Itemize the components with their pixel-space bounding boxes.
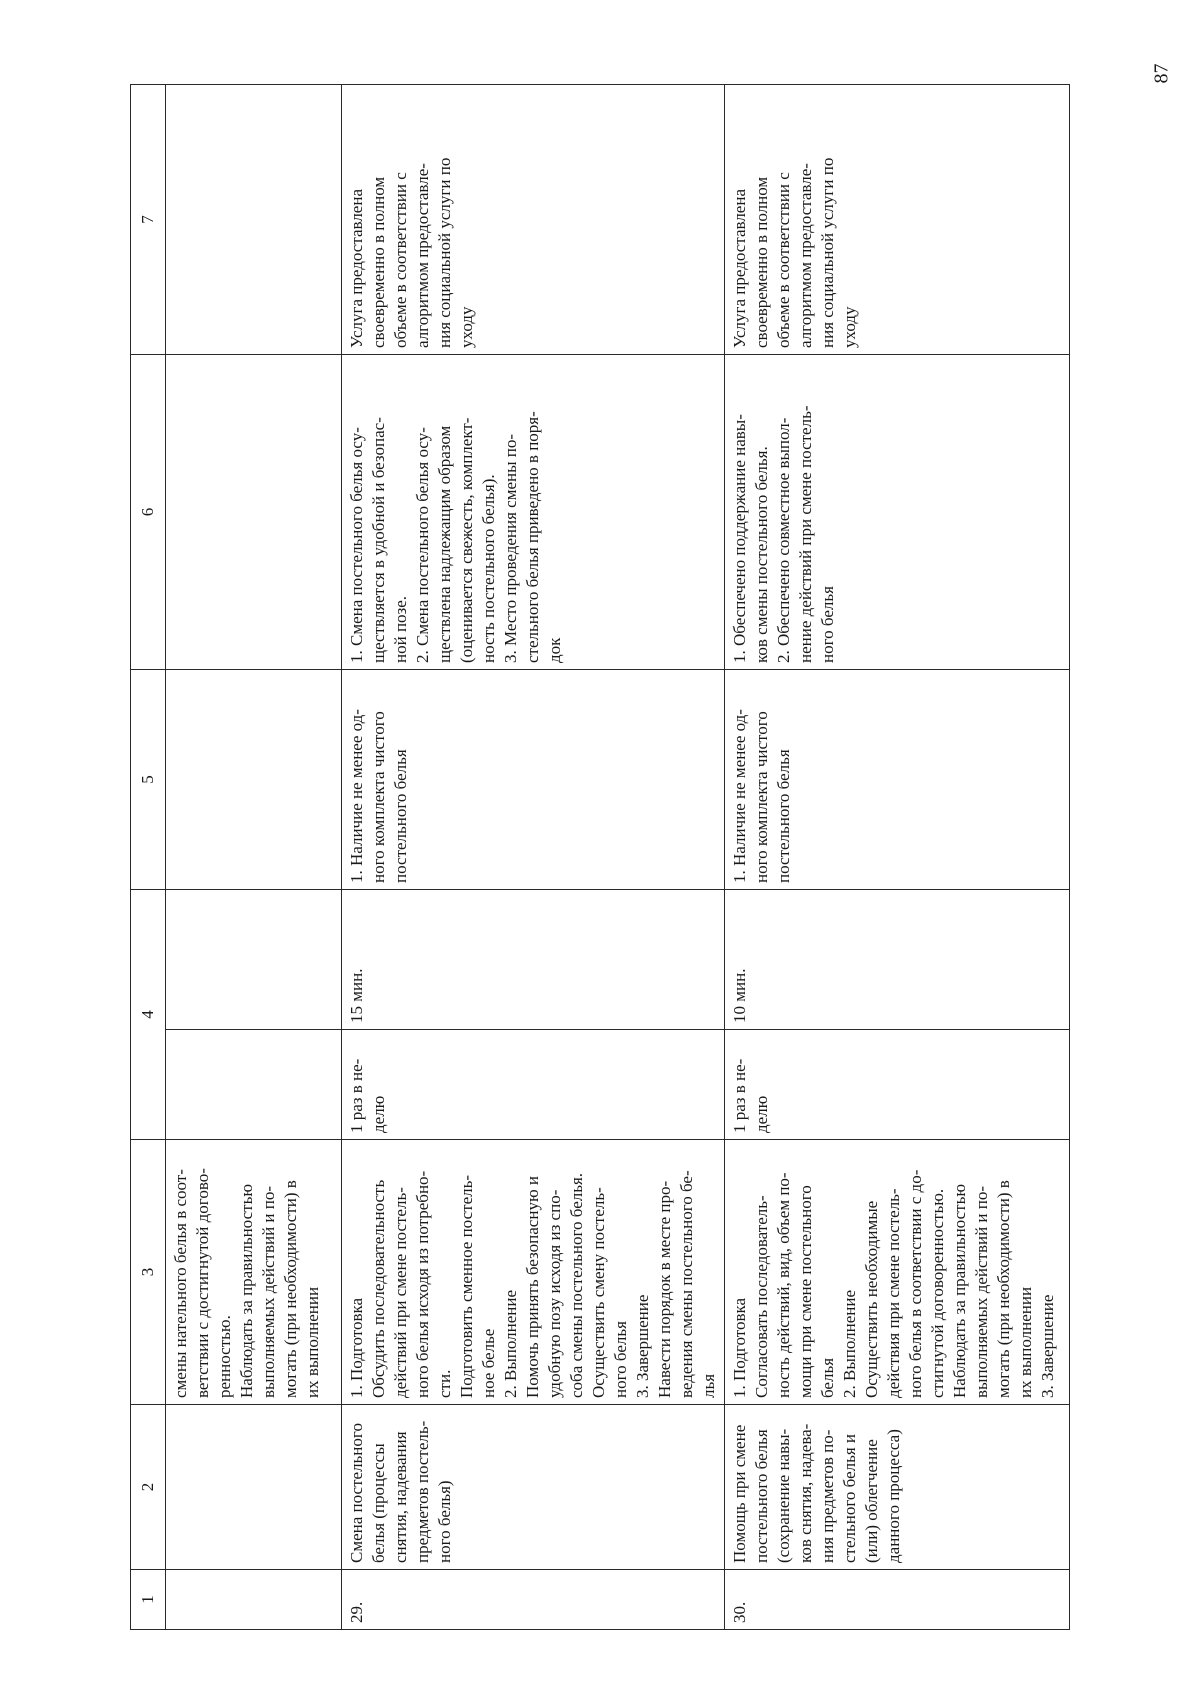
table-row [342, 85, 725, 1630]
service-quality: 1. Смена постельного белья осу- ществляется в удобной и безопас- ной позе. 2. Смена постельного белья осу- ществлена надлежащим образом (оценивается свежесть, комплект- ность постельного белья). 3. Место проведения смены по- стельного белья приведено в поря- док [342, 355, 725, 670]
service-duration: 10 мин. [725, 890, 1070, 1030]
service-conditions: 1. Наличие не менее од- ного комплекта чистого постельного белья [725, 670, 1070, 890]
col-header-7: 7 [131, 85, 166, 355]
service-result: Услуга предоставлена своевременно в полном объеме в соответствии с алгоритмом предоставле- ния социальной услуги по уходу [342, 85, 725, 355]
cont-frequency-cell [166, 1030, 342, 1140]
service-frequency: 1 раз в не- делю [342, 1030, 725, 1140]
cont-num-cell [166, 1570, 342, 1630]
service-conditions: 1. Наличие не менее од- ного комплекта чистого постельного белья [342, 670, 725, 890]
service-name: Смена постельного белья (процессы снятия, надевания предметов постель- ного белья) [342, 1405, 725, 1570]
service-result: Услуга предоставлена своевременно в полном объеме в соответствии с алгоритмом предоставле- ния социальной услуги по уходу [725, 85, 1070, 355]
col-header-6: 6 [131, 355, 166, 670]
row-number: 30. [725, 1570, 1070, 1630]
cont-quality-cell [166, 355, 342, 670]
page-number: 87 [1150, 63, 1173, 84]
col-header-1: 1 [131, 1570, 166, 1630]
col-header-4: 4 [131, 890, 166, 1140]
rotated-table-container [130, 85, 1070, 1630]
services-table [130, 84, 1070, 1630]
col-header-3: 3 [131, 1140, 166, 1405]
service-frequency: 1 раз в не- делю [725, 1030, 1070, 1140]
service-content: 1. Подготовка Обсудить последовательность действий при смене постель- ного белья исходя из потребно- сти. Подготовить сменное постель- ное белье 2. Выполнение Помочь принять безопасную и удобную позу исходя из спо- соба смены постельного белья. Осуществить смену постель- ного белья 3. Завершение Навести порядок в месте про- ведения смены постельного бе- лья [342, 1140, 725, 1405]
service-name: Помощь при смене постельного белья (сохранение навы- ков снятия, надева- ния предметов по- стельного белья и (или) облегчение данного процесса) [725, 1405, 1070, 1570]
cont-duration-cell [166, 890, 342, 1030]
col-header-2: 2 [131, 1405, 166, 1570]
header-row [131, 85, 166, 1630]
service-duration: 15 мин. [342, 890, 725, 1030]
cont-content-cell: смены нательного белья в соот- ветствии с достигнутой догово- ренностью. Наблюдать за правильностью выполняемых действий и по- могать (при необходимости) в их выполнении [166, 1140, 342, 1405]
table-row-continuation [166, 85, 342, 1630]
col-header-5: 5 [131, 670, 166, 890]
cont-name-cell [166, 1405, 342, 1570]
service-quality: 1. Обеспечено поддержание навы- ков смены постельного белья. 2. Обеспечено совместное выпол- нение действий при смене постель- ного белья [725, 355, 1070, 670]
row-number: 29. [342, 1570, 725, 1630]
table-row [725, 85, 1070, 1630]
cont-conditions-cell [166, 670, 342, 890]
cont-result-cell [166, 85, 342, 355]
service-content: 1. Подготовка Согласовать последователь- ность действий, вид, объем по- мощи при смене постельного белья 2. Выполнение Осуществить необходимые действия при смене постель- ного белья в соответствии с до- стигнутой договоренностью. Наблюдать за правильностью выполняемых действий и по- могать (при необходимости) в их выполнении 3. Завершение [725, 1140, 1070, 1405]
